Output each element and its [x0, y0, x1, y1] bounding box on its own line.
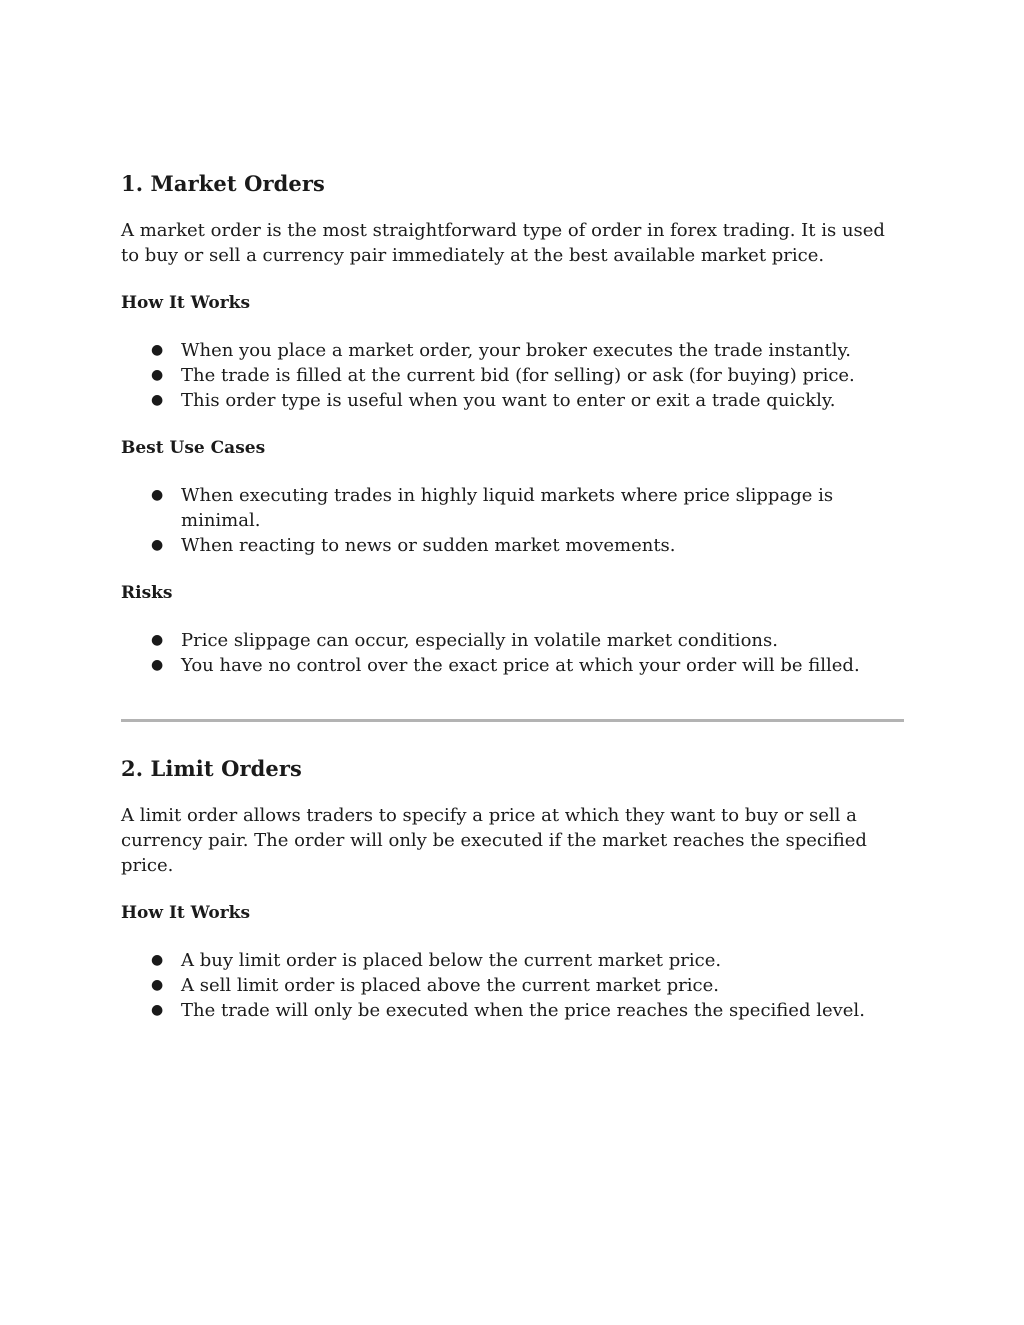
list-item-text: A buy limit order is placed below the current market price. — [181, 950, 722, 971]
list-item-text: When reacting to news or sudden market movements. — [181, 535, 676, 556]
subheading-how-it-works: How It Works — [121, 903, 251, 923]
subheading-risks: Risks — [121, 583, 173, 603]
list-item: ● A buy limit order is placed below the current market price. — [151, 950, 722, 971]
section-divider — [121, 719, 904, 722]
list-item-text: This order type is useful when you want to enter or exit a trade quickly. — [181, 390, 836, 411]
section-title-market-orders: 1. Market Orders — [121, 171, 325, 196]
section-intro: A market order is the most straightforward type of order in forex trading. It is used to buy or sell a currency pair immediately at the best available market price. — [121, 220, 885, 266]
list-item: ● You have no control over the exact price at which your order will be filled. — [151, 655, 860, 676]
document-page — [121, 168, 904, 1023]
list-item-text: The trade is filled at the current bid (for selling) or ask (for buying) price. — [181, 365, 855, 386]
list-item-text: A sell limit order is placed above the current market price. — [181, 975, 719, 996]
list-item: ● Price slippage can occur, especially in volatile market conditions. — [151, 630, 778, 651]
subheading-how-it-works: How It Works — [121, 293, 251, 313]
list-item: ● This order type is useful when you want to enter or exit a trade quickly. — [151, 390, 836, 411]
bullet-list — [121, 948, 904, 1023]
list-item-text: You have no control over the exact price at which your order will be filled. — [181, 655, 860, 676]
bullet-list — [121, 338, 904, 413]
section-intro: A limit order allows traders to specify a price at which they want to buy or sell a currency pair. The order will only be executed if the market reaches the specified price. — [121, 805, 867, 876]
bullet-list — [121, 483, 904, 558]
list-item: ● When reacting to news or sudden market movements. — [151, 535, 676, 556]
list-item: ● The trade will only be executed when the price reaches the specified level. — [151, 1000, 865, 1021]
list-item: ● The trade is filled at the current bid (for selling) or ask (for buying) price. — [151, 365, 855, 386]
list-item: ● When executing trades in highly liquid markets where price slippage is minimal. — [151, 485, 834, 531]
list-item-text: When executing trades in highly liquid markets where price slippage is minimal. — [181, 485, 834, 531]
list-item-text: Price slippage can occur, especially in volatile market conditions. — [181, 630, 778, 651]
list-item: ● A sell limit order is placed above the current market price. — [151, 975, 719, 996]
list-item: ● When you place a market order, your broker executes the trade instantly. — [151, 340, 851, 361]
bullet-list — [121, 628, 904, 678]
subheading-best-use-cases: Best Use Cases — [121, 438, 266, 458]
list-item-text: When you place a market order, your broker executes the trade instantly. — [181, 340, 851, 361]
section-title-limit-orders: 2. Limit Orders — [121, 756, 302, 781]
list-item-text: The trade will only be executed when the price reaches the specified level. — [181, 1000, 865, 1021]
